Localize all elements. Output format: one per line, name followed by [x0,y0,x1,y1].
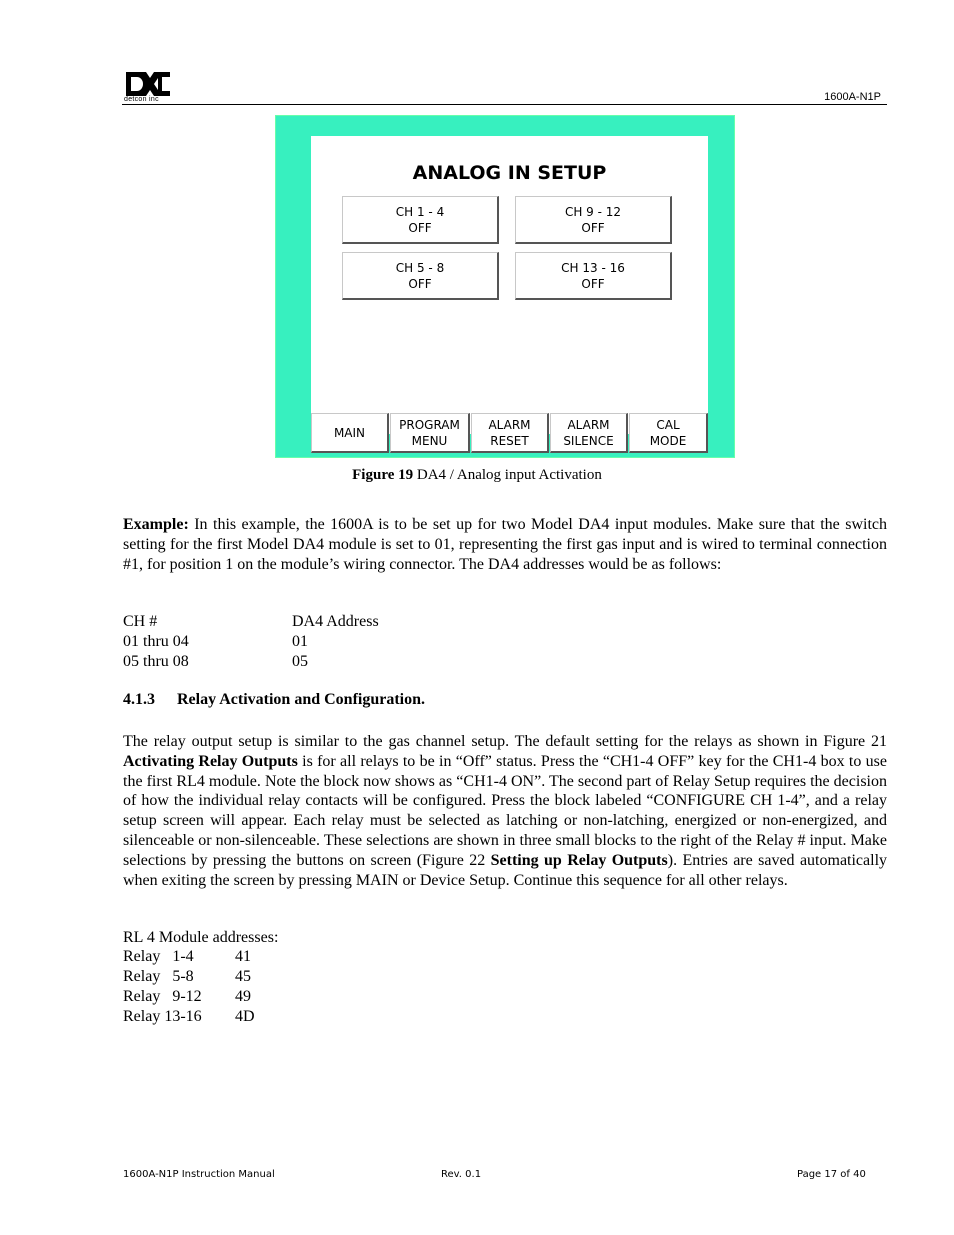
ch-9-12-button[interactable] [515,196,672,244]
example-text: In this example, the 1600A is to be set up for two Model DA4 input modules. Make sure that the switch setting for the first Model DA4 module is set to 01, representing the first gas input and is wired to terminal connection #1, for position 1 on the module’s wiring connector. The DA4 addresses would be as follows: [123,516,887,573]
footer-revision: Rev. 0.1 [441,1169,482,1180]
hmi-panel [311,136,708,448]
ch-range: CH 9 - 12 [564,204,622,219]
example-paragraph [123,515,887,574]
rl4-address: 45 [235,968,251,985]
rl4-address: 41 [235,948,251,965]
cal-mode-button[interactable] [629,413,708,453]
section-title: Relay Activation and Configuration. [177,691,426,708]
footer-page-number: Page 17 of 40 [797,1169,866,1180]
rl4-relay: Relay 9-12 [123,988,202,1005]
nav-label: RESET [490,433,529,448]
nav-label: MAIN [333,425,366,440]
ch-13-16-button[interactable] [515,252,672,300]
ch-state: OFF [408,276,432,291]
da4-row-address: 01 [292,633,308,650]
nav-label: ALARM [488,417,531,432]
hmi-title: ANALOG IN SETUP [412,162,607,184]
ch-5-8-button[interactable] [342,252,499,300]
alarm-reset-button[interactable] [471,413,549,453]
section-number: 4.1.3 [123,691,155,708]
nav-label: PROGRAM [399,417,460,432]
rl4-relay: Relay 1-4 [123,948,194,965]
ch-range: CH 13 - 16 [561,260,625,275]
footer-manual-title: 1600A-N1P Instruction Manual [123,1169,275,1180]
da4-header-ch: CH # [123,613,158,630]
da4-header-address: DA4 Address [292,613,379,630]
logo-text: detcon inc [124,96,159,103]
relay-text: ). Entries are saved automatically when exiting the screen by pressing MAIN or Device Setup. Continue this sequence for all other relays. [123,851,888,889]
rl4-heading: RL 4 Module addresses: [123,929,279,946]
alarm-silence-button[interactable] [550,413,628,453]
ch-state: OFF [581,220,605,235]
da4-row-ch: 05 thru 08 [123,653,189,670]
da4-row-address: 05 [292,653,308,670]
header-rule [122,104,887,105]
relay-paragraph [123,732,887,890]
section-heading [123,691,425,709]
relay-text: is for all relays to be in “Off” status. Press the “CH1-4 OFF” key for the CH1-4 box to use the first RL4 module. Note the block now shows as “CH1-4 ON”. The second part of Relay Setup requires the decision of how the individual relay contacts will be configured. Press the block labeled “CONFIGURE CH 1-4”, and a relay setup screen will appear. Each relay must be selected as latching or non-latching, energized or non-energized, and silenceable or non-silenceable. These selections are shown in three small blocks to the right of the Relay # input. Make selections by pressing the buttons on screen (Figure 22 [123,752,887,869]
figure-caption [0,467,954,484]
nav-label: ALARM [567,417,610,432]
hmi-screenshot [275,115,735,458]
relay-figure-ref: Activating Relay Outputs [123,752,298,770]
rl4-address: 49 [235,988,251,1005]
relay-figure-ref: Setting up Relay Outputs [490,851,668,869]
nav-label: MENU [411,433,448,448]
rl4-relay: Relay 13-16 [123,1008,202,1025]
ch-range: CH 1 - 4 [395,204,445,219]
figure-caption-text: DA4 / Analog input Activation [413,467,602,483]
rl4-address: 4D [235,1008,255,1025]
nav-label: CAL [656,417,680,432]
ch-range: CH 5 - 8 [395,260,445,275]
main-button[interactable] [311,413,389,453]
ch-state: OFF [581,276,605,291]
relay-text: The relay output setup is similar to the gas channel setup. The default setting for the relays as shown in Figure 21 [123,733,887,750]
nav-label: MODE [649,433,687,448]
document-id: 1600A-N1P [824,91,881,103]
rl4-relay: Relay 5-8 [123,968,194,985]
da4-row-ch: 01 thru 04 [123,633,189,650]
ch-1-4-button[interactable] [342,196,499,244]
nav-label: SILENCE [563,433,614,448]
ch-state: OFF [408,220,432,235]
example-lead: Example: [123,516,189,533]
figure-label: Figure 19 [352,467,414,483]
program-menu-button[interactable] [390,413,470,453]
